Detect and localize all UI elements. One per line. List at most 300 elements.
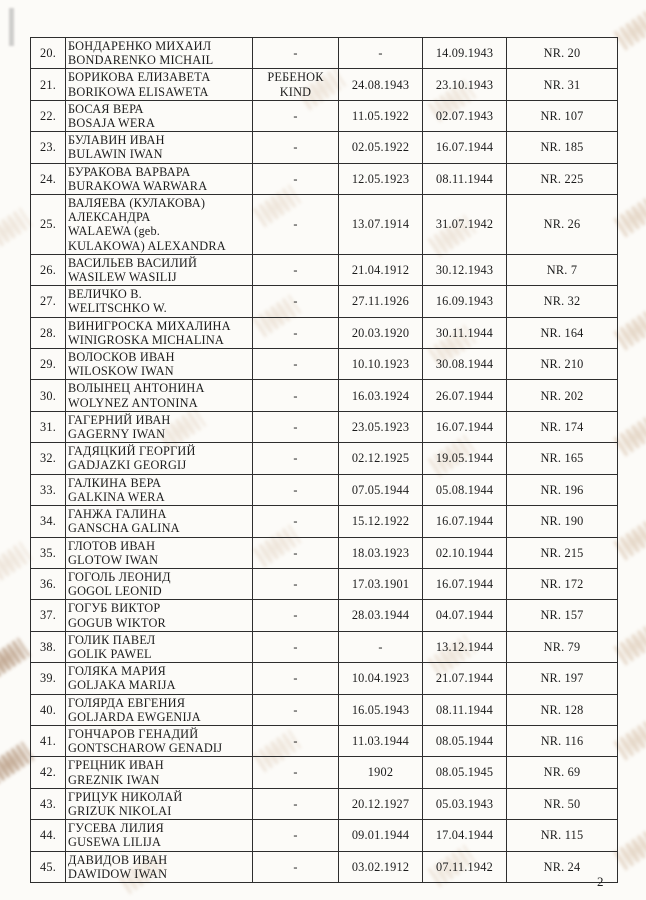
scan-edge-artifact xyxy=(9,8,14,46)
cell-text-line: BOSAJA WERA xyxy=(68,116,156,131)
death-date-cell: 08.05.1944 xyxy=(423,725,507,756)
cell-text-line: GUSEWA LILIJA xyxy=(68,835,162,850)
cell-text-line: - xyxy=(293,702,298,717)
row-number-cell xyxy=(31,195,66,255)
birth-date-cell: 24.08.1943 xyxy=(339,69,423,100)
cell-text-line: GOGUB WIKTOR xyxy=(68,615,166,630)
name-cell xyxy=(66,600,253,631)
row-number: 35. xyxy=(40,545,56,560)
table-row xyxy=(31,163,618,194)
table-row xyxy=(31,132,618,163)
birth-date-cell: 16.05.1943 xyxy=(339,694,423,725)
name-cell xyxy=(66,474,253,505)
name-cell xyxy=(66,38,253,69)
row-number-cell xyxy=(31,474,66,505)
table-row xyxy=(31,380,618,411)
page-number: 2 xyxy=(597,874,604,889)
birth-date-cell: - xyxy=(339,38,423,69)
row-number: 22. xyxy=(40,108,56,123)
cell-text-line: - xyxy=(293,294,298,309)
row-number: 27. xyxy=(40,294,56,309)
row-number-cell xyxy=(31,349,66,380)
name-cell xyxy=(66,537,253,568)
record-number-cell: NR. 31 xyxy=(507,69,618,100)
row-number: 39. xyxy=(40,671,56,686)
row-number: 41. xyxy=(40,734,56,749)
row-number-cell xyxy=(31,443,66,474)
birth-date-cell: 28.03.1944 xyxy=(339,600,423,631)
row-number-cell xyxy=(31,757,66,788)
table-row xyxy=(31,69,618,100)
row-number: 21. xyxy=(40,77,56,92)
watermark-stamp xyxy=(0,638,30,681)
cell-text-line: ГОЛЯРДА ЕВГЕНИЯ xyxy=(68,695,186,710)
remark-cell xyxy=(253,757,339,788)
cell-text-line: - xyxy=(293,419,298,434)
cell-text-line: GANSCHA GALINA xyxy=(68,521,180,536)
death-date-cell: 16.07.1944 xyxy=(423,132,507,163)
cell-text-line: ВИНИГРОСКА МИХАЛИНА xyxy=(68,318,231,333)
row-number-cell xyxy=(31,100,66,131)
remark-cell xyxy=(253,820,339,851)
table-row xyxy=(31,349,618,380)
cell-text-line: GRIZUK NIKOLAI xyxy=(68,803,172,818)
death-date-cell: 13.12.1944 xyxy=(423,631,507,662)
death-date-cell: 08.05.1945 xyxy=(423,757,507,788)
name-cell xyxy=(66,663,253,694)
cell-text-line: KULAKOWA) ALEXANDRA xyxy=(68,238,226,253)
row-number: 42. xyxy=(40,765,56,780)
record-number-cell: NR. 7 xyxy=(507,254,618,285)
table-row xyxy=(31,631,618,662)
record-number-cell: NR. 215 xyxy=(507,537,618,568)
row-number-cell xyxy=(31,38,66,69)
row-number-cell xyxy=(31,851,66,882)
cell-text-line: - xyxy=(293,388,298,403)
name-cell xyxy=(66,100,253,131)
cell-text-line: - xyxy=(293,765,298,780)
death-date-cell: 08.11.1944 xyxy=(423,163,507,194)
watermark-stamp xyxy=(0,208,32,251)
cell-text-line: GREZNIK IWAN xyxy=(68,772,160,787)
cell-text-line: ГОНЧАРОВ ГЕНАДИЙ xyxy=(68,726,199,741)
cell-text-line: BORIKOWA ELISAWETA xyxy=(68,84,209,99)
record-number-cell: NR. 20 xyxy=(507,38,618,69)
remark-cell xyxy=(253,788,339,819)
cell-text-line: GOGOL LEONID xyxy=(68,584,162,599)
record-number-cell: NR. 190 xyxy=(507,506,618,537)
name-cell xyxy=(66,851,253,882)
record-number-cell: NR. 185 xyxy=(507,132,618,163)
record-number-cell: NR. 197 xyxy=(507,663,618,694)
cell-text-line: - xyxy=(293,545,298,560)
remark-cell xyxy=(253,663,339,694)
cell-text-line: ДАВИДОВ ИВАН xyxy=(68,852,168,867)
remark-cell xyxy=(253,380,339,411)
cell-text-line: - xyxy=(293,108,298,123)
record-number-cell: NR. 26 xyxy=(507,195,618,255)
row-number-cell xyxy=(31,163,66,194)
row-number: 38. xyxy=(40,639,56,654)
death-date-cell: 08.11.1944 xyxy=(423,694,507,725)
remark-cell xyxy=(253,725,339,756)
death-date-cell: 05.08.1944 xyxy=(423,474,507,505)
record-number-cell: NR. 210 xyxy=(507,349,618,380)
death-date-cell: 30.08.1944 xyxy=(423,349,507,380)
cell-text-line: GALKINA WERA xyxy=(68,489,165,504)
record-number-cell: NR. 116 xyxy=(507,725,618,756)
birth-date-cell: 10.10.1923 xyxy=(339,349,423,380)
record-number-cell: NR. 196 xyxy=(507,474,618,505)
row-number: 24. xyxy=(40,171,56,186)
cell-text-line: ВОЛЫНЕЦ АНТОНИНА xyxy=(68,381,205,396)
remark-cell xyxy=(253,100,339,131)
row-number: 32. xyxy=(40,451,56,466)
birth-date-cell: 21.04.1912 xyxy=(339,254,423,285)
row-number-cell xyxy=(31,820,66,851)
row-number-cell xyxy=(31,663,66,694)
record-number-cell: NR. 79 xyxy=(507,631,618,662)
watermark-stamp xyxy=(614,718,646,761)
name-cell xyxy=(66,568,253,599)
cell-text-line: GLOTOW IWAN xyxy=(68,552,159,567)
cell-text-line: GOLJAKA MARIJA xyxy=(68,678,176,693)
remark-cell xyxy=(253,286,339,317)
cell-text-line: GOLJARDA EWGENIJA xyxy=(68,709,201,724)
birth-date-cell: 03.02.1912 xyxy=(339,851,423,882)
row-number-cell xyxy=(31,317,66,348)
row-number: 36. xyxy=(40,577,56,591)
row-number: 44. xyxy=(40,828,56,843)
remark-cell xyxy=(253,317,339,348)
cell-text-line: ГУСЕВА ЛИЛИЯ xyxy=(68,821,164,836)
table-row xyxy=(31,537,618,568)
cell-text-line: - xyxy=(293,734,298,749)
table-row xyxy=(31,600,618,631)
remark-cell xyxy=(253,69,339,100)
watermark-stamp xyxy=(614,414,646,457)
row-number-cell xyxy=(31,568,66,599)
remark-cell xyxy=(253,506,339,537)
cell-text-line: ГАЛКИНА ВЕРА xyxy=(68,475,162,490)
record-number-cell: NR. 128 xyxy=(507,694,618,725)
table-row xyxy=(31,851,618,882)
table-row xyxy=(31,663,618,694)
name-cell xyxy=(66,757,253,788)
cell-text-line: - xyxy=(293,671,298,686)
remark-cell xyxy=(253,195,339,255)
cell-text-line: АЛЕКСАНДРА xyxy=(68,210,151,225)
record-number-cell: NR. 172 xyxy=(507,568,618,599)
table-row xyxy=(31,317,618,348)
remark-cell xyxy=(253,163,339,194)
remark-cell xyxy=(253,38,339,69)
table-row xyxy=(31,757,618,788)
cell-text-line: - xyxy=(293,262,298,277)
cell-text-line: - xyxy=(293,608,298,623)
record-number-cell: NR. 69 xyxy=(507,757,618,788)
row-number: 30. xyxy=(40,388,56,403)
table-row xyxy=(31,820,618,851)
cell-text-line: ГРЕЦНИК ИВАН xyxy=(68,758,164,773)
birth-date-cell: 07.05.1944 xyxy=(339,474,423,505)
record-number-cell: NR. 115 xyxy=(507,820,618,851)
row-number: 28. xyxy=(40,325,56,340)
row-number: 40. xyxy=(40,702,56,717)
cell-text-line: - xyxy=(293,46,298,61)
birth-date-cell: 02.05.1922 xyxy=(339,132,423,163)
cell-text-line: - xyxy=(293,514,298,529)
row-number-cell xyxy=(31,254,66,285)
cell-text-line: - xyxy=(293,859,298,874)
record-number-cell: NR. 165 xyxy=(507,443,618,474)
cell-text-line: ВАСИЛЬЕВ ВАСИЛИЙ xyxy=(68,255,198,270)
cell-text-line: ГАНЖА ГАЛИНА xyxy=(68,507,167,522)
cell-text-line: ГОЛЯКА МАРИЯ xyxy=(68,664,166,679)
row-number: 23. xyxy=(40,140,56,155)
death-date-cell: 05.03.1943 xyxy=(423,788,507,819)
cell-text-line: - xyxy=(293,796,298,811)
death-date-cell: 17.04.1944 xyxy=(423,820,507,851)
cell-text-line: ГАГЕРНИЙ ИВАН xyxy=(68,412,171,427)
death-date-cell: 04.07.1944 xyxy=(423,600,507,631)
birth-date-cell: 15.12.1922 xyxy=(339,506,423,537)
row-number: 33. xyxy=(40,482,56,497)
record-number-cell: NR. 225 xyxy=(507,163,618,194)
cell-text-line: BONDARENKO MICHAIL xyxy=(68,53,214,68)
death-date-cell: 16.07.1944 xyxy=(423,568,507,599)
name-cell xyxy=(66,725,253,756)
row-number-cell xyxy=(31,380,66,411)
record-number-cell: NR. 107 xyxy=(507,100,618,131)
remark-cell xyxy=(253,568,339,599)
table-row xyxy=(31,254,618,285)
death-date-cell: 02.10.1944 xyxy=(423,537,507,568)
birth-date-cell: 18.03.1923 xyxy=(339,537,423,568)
row-number: 43. xyxy=(40,796,56,811)
remark-cell xyxy=(253,443,339,474)
record-number-cell: NR. 202 xyxy=(507,380,618,411)
row-number: 20. xyxy=(40,46,56,61)
birth-date-cell: 13.07.1914 xyxy=(339,195,423,255)
name-cell xyxy=(66,506,253,537)
birth-date-cell: 09.01.1944 xyxy=(339,820,423,851)
cell-text-line: - xyxy=(293,639,298,654)
cell-text-line: БУЛАВИН ИВАН xyxy=(68,133,165,148)
table-row xyxy=(31,725,618,756)
table-row xyxy=(31,694,618,725)
row-number: 25. xyxy=(40,217,56,232)
remark-cell xyxy=(253,474,339,505)
record-number-cell: NR. 24 xyxy=(507,851,618,882)
row-number-cell xyxy=(31,600,66,631)
watermark-stamp xyxy=(614,8,646,51)
name-cell xyxy=(66,317,253,348)
table-row xyxy=(31,195,618,255)
birth-date-cell: 17.03.1901 xyxy=(339,568,423,599)
cell-text-line: БОНДАРЕНКО МИХАИЛ xyxy=(68,39,212,53)
death-date-cell: 23.10.1943 xyxy=(423,69,507,100)
cell-text-line: DAWIDOW IWAN xyxy=(68,866,168,881)
record-number-cell: NR. 164 xyxy=(507,317,618,348)
birth-date-cell: - xyxy=(339,631,423,662)
cell-text-line: РЕБЕНОК xyxy=(267,70,324,85)
death-date-cell: 02.07.1943 xyxy=(423,100,507,131)
death-date-cell: 30.11.1944 xyxy=(423,317,507,348)
watermark-stamp xyxy=(614,828,646,871)
death-date-cell: 30.12.1943 xyxy=(423,254,507,285)
remark-cell xyxy=(253,694,339,725)
cell-text-line: - xyxy=(293,482,298,497)
birth-date-cell: 11.05.1922 xyxy=(339,100,423,131)
remark-cell xyxy=(253,132,339,163)
watermark-stamp xyxy=(614,518,646,561)
cell-text-line: WALAEWA (geb. xyxy=(68,224,161,239)
record-number-cell: NR. 50 xyxy=(507,788,618,819)
row-number-cell xyxy=(31,411,66,442)
birth-date-cell: 16.03.1924 xyxy=(339,380,423,411)
name-cell xyxy=(66,380,253,411)
death-date-cell: 16.07.1944 xyxy=(423,411,507,442)
name-cell xyxy=(66,788,253,819)
cell-text-line: ГОГУБ ВИКТОР xyxy=(68,601,161,616)
remark-cell xyxy=(253,537,339,568)
row-number-cell xyxy=(31,631,66,662)
name-cell xyxy=(66,694,253,725)
cell-text-line: - xyxy=(293,171,298,186)
cell-text-line: - xyxy=(293,577,298,591)
birth-date-cell: 20.12.1927 xyxy=(339,788,423,819)
name-cell xyxy=(66,349,253,380)
cell-text-line: BULAWIN IWAN xyxy=(68,147,163,162)
name-cell xyxy=(66,286,253,317)
cell-text-line: - xyxy=(293,217,298,232)
cell-text-line: WASILEW WASILIJ xyxy=(68,270,177,285)
cell-text-line: WELITSCHKO W. xyxy=(68,301,167,316)
cell-text-line: KIND xyxy=(279,84,312,99)
remark-cell xyxy=(253,349,339,380)
cell-text-line: ГАДЯЦКИЙ ГЕОРГИЙ xyxy=(68,444,196,459)
death-date-cell: 26.07.1944 xyxy=(423,380,507,411)
birth-date-cell: 20.03.1920 xyxy=(339,317,423,348)
death-date-cell: 16.07.1944 xyxy=(423,506,507,537)
cell-text-line: WINIGROSKA MICHALINA xyxy=(68,332,224,347)
row-number-cell xyxy=(31,788,66,819)
row-number-cell xyxy=(31,286,66,317)
row-number: 45. xyxy=(40,859,56,874)
victims-table xyxy=(30,37,618,883)
watermark-stamp xyxy=(614,195,646,238)
table-row xyxy=(31,38,618,69)
cell-text-line: ВОЛОСКОВ ИВАН xyxy=(68,350,175,365)
name-cell xyxy=(66,163,253,194)
cell-text-line: ГОГОЛЬ ЛЕОНИД xyxy=(68,569,171,584)
row-number-cell xyxy=(31,694,66,725)
row-number-cell xyxy=(31,725,66,756)
birth-date-cell: 23.05.1923 xyxy=(339,411,423,442)
birth-date-cell: 27.11.1926 xyxy=(339,286,423,317)
cell-text-line: WOLYNEZ ANTONINA xyxy=(68,395,198,410)
remark-cell xyxy=(253,851,339,882)
watermark-stamp xyxy=(614,308,646,351)
row-number-cell xyxy=(31,537,66,568)
name-cell xyxy=(66,69,253,100)
record-number-cell: NR. 32 xyxy=(507,286,618,317)
cell-text-line: WILOSKOW IWAN xyxy=(68,364,174,379)
cell-text-line: БУРАКОВА ВАРВАРА xyxy=(68,164,191,179)
cell-text-line: ГОЛИК ПАВЕЛ xyxy=(68,632,156,647)
table-row xyxy=(31,100,618,131)
cell-text-line: GOLIK PAWEL xyxy=(68,646,152,661)
birth-date-cell: 11.03.1944 xyxy=(339,725,423,756)
name-cell xyxy=(66,443,253,474)
row-number-cell xyxy=(31,69,66,100)
cell-text-line: GAGERNY IWAN xyxy=(68,427,166,442)
name-cell xyxy=(66,254,253,285)
name-cell xyxy=(66,132,253,163)
cell-text-line: GONTSCHAROW GENADIJ xyxy=(68,741,223,756)
record-number-cell: NR. 174 xyxy=(507,411,618,442)
cell-text-line: - xyxy=(293,140,298,155)
birth-date-cell: 10.04.1923 xyxy=(339,663,423,694)
remark-cell xyxy=(253,631,339,662)
cell-text-line: - xyxy=(293,828,298,843)
name-cell xyxy=(66,820,253,851)
death-date-cell: 14.09.1943 xyxy=(423,38,507,69)
cell-text-line: БОСАЯ ВЕРА xyxy=(68,101,144,116)
table-row xyxy=(31,286,618,317)
table-row xyxy=(31,443,618,474)
row-number: 31. xyxy=(40,419,56,434)
name-cell xyxy=(66,631,253,662)
remark-cell xyxy=(253,600,339,631)
table-row xyxy=(31,474,618,505)
death-date-cell: 19.05.1944 xyxy=(423,443,507,474)
remark-cell xyxy=(253,254,339,285)
watermark-stamp xyxy=(614,623,646,666)
row-number: 26. xyxy=(40,262,56,277)
death-date-cell: 21.07.1944 xyxy=(423,663,507,694)
records-table-body xyxy=(31,38,618,883)
row-number: 29. xyxy=(40,357,56,372)
birth-date-cell: 02.12.1925 xyxy=(339,443,423,474)
death-date-cell: 16.09.1943 xyxy=(423,286,507,317)
name-cell xyxy=(66,195,253,255)
death-date-cell: 07.11.1942 xyxy=(423,851,507,882)
cell-text-line: BURAKOWA WARWARA xyxy=(68,178,208,193)
row-number: 37. xyxy=(40,608,56,623)
birth-date-cell: 12.05.1923 xyxy=(339,163,423,194)
birth-date-cell: 1902 xyxy=(339,757,423,788)
cell-text-line: ВЕЛИЧКО В. xyxy=(68,287,142,302)
table-row xyxy=(31,411,618,442)
cell-text-line: ГЛОТОВ ИВАН xyxy=(68,538,156,553)
table-row xyxy=(31,788,618,819)
death-date-cell: 31.07.1942 xyxy=(423,195,507,255)
row-number-cell xyxy=(31,132,66,163)
name-cell xyxy=(66,411,253,442)
cell-text-line: - xyxy=(293,357,298,372)
cell-text-line: БОРИКОВА ЕЛИЗАВЕТА xyxy=(68,70,211,85)
cell-text-line: - xyxy=(293,451,298,466)
remark-cell xyxy=(253,411,339,442)
cell-text-line: ГРИЦУК НИКОЛАЙ xyxy=(68,789,183,804)
watermark-stamp xyxy=(0,542,32,585)
record-number-cell: NR. 157 xyxy=(507,600,618,631)
table-row xyxy=(31,568,618,599)
row-number-cell xyxy=(31,506,66,537)
row-number: 34. xyxy=(40,514,56,529)
